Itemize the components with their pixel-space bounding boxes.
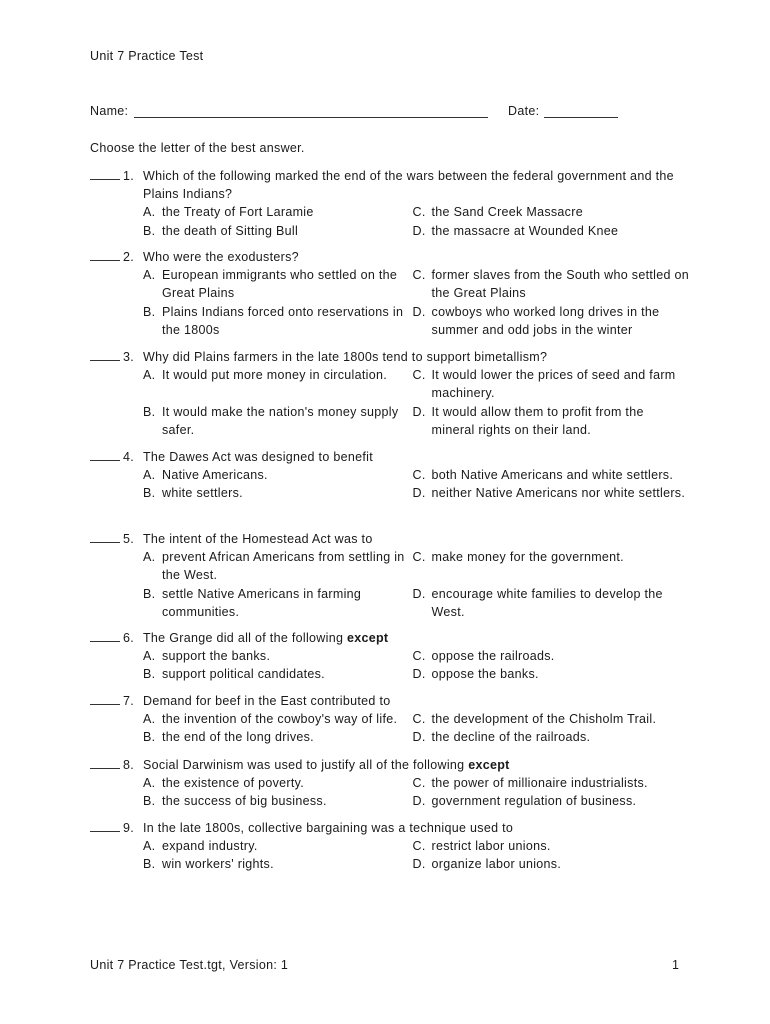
question-stem-text: In the late 1800s, collective bargaining was a technique used to — [143, 821, 514, 835]
option-row — [143, 792, 690, 810]
question-stem-text: Social Darwinism was used to justify all of the following — [143, 758, 465, 772]
answer-option — [143, 266, 413, 302]
option-row — [143, 585, 690, 621]
option-row — [143, 665, 690, 683]
answer-option — [143, 403, 413, 439]
option-letter: C. — [412, 649, 426, 664]
answer-option — [413, 203, 690, 221]
date-label: Date: — [508, 104, 540, 118]
option-text: settle Native Americans in farming communities. — [162, 586, 362, 619]
option-text: support the banks. — [162, 649, 271, 664]
option-letter: B. — [143, 794, 156, 809]
answer-blank[interactable] — [90, 167, 120, 180]
question-item — [90, 167, 690, 240]
option-letter: D. — [412, 223, 426, 238]
option-text: oppose the railroads. — [431, 649, 555, 664]
question-number: 2. — [123, 250, 135, 264]
answer-option — [413, 585, 690, 621]
question-stem-text: The Grange did all of the following — [143, 631, 344, 645]
option-text: win workers' rights. — [162, 857, 274, 872]
option-letter: B. — [143, 730, 156, 745]
option-row — [143, 366, 690, 402]
option-letter: B. — [143, 304, 156, 319]
option-letter: A. — [143, 368, 156, 383]
option-row — [143, 728, 690, 746]
option-letter: C. — [412, 205, 426, 220]
answer-option — [413, 647, 690, 665]
option-text: the Treaty of Fort Laramie — [162, 205, 314, 220]
answer-option — [413, 728, 690, 746]
question-item — [90, 448, 690, 503]
option-text: support political candidates. — [162, 667, 325, 682]
answer-blank[interactable] — [90, 819, 120, 832]
answer-option — [143, 665, 413, 683]
option-letter: B. — [143, 667, 156, 682]
option-letter: C. — [412, 368, 426, 383]
question-stem — [143, 248, 683, 266]
answer-option — [143, 728, 413, 746]
question-emphasis: except — [468, 758, 510, 772]
question-stem-text: The Dawes Act was designed to benefit — [143, 450, 373, 464]
question-stem — [143, 756, 683, 774]
page-title: Unit 7 Practice Test — [90, 49, 204, 63]
answer-option — [143, 647, 413, 665]
answer-option — [413, 266, 690, 302]
option-text: Plains Indians forced onto reservations in the 1800s — [162, 304, 404, 337]
question-number: 6. — [123, 631, 135, 645]
option-text: expand industry. — [162, 839, 258, 854]
option-text: prevent African Americans from settling in the West. — [162, 550, 405, 583]
answer-option — [413, 774, 690, 792]
question-number: 1. — [123, 169, 135, 183]
option-letter: A. — [143, 649, 156, 664]
answer-option — [143, 548, 413, 584]
option-text: organize labor unions. — [431, 857, 562, 872]
answer-option — [413, 403, 690, 439]
answer-option — [143, 774, 413, 792]
question-number: 3. — [123, 350, 135, 364]
option-row — [143, 774, 690, 792]
option-row — [143, 647, 690, 665]
question-stem-text: Demand for beef in the East contributed to — [143, 694, 391, 708]
question-stem-text: Who were the exodusters? — [143, 250, 299, 264]
option-text: neither Native Americans nor white settlers. — [431, 486, 686, 501]
name-label: Name: — [90, 104, 129, 118]
option-letter: D. — [412, 304, 426, 319]
footer-page-number: 1 — [672, 958, 680, 972]
question-item — [90, 819, 690, 874]
option-text: It would make the nation's money supply safer. — [162, 404, 399, 437]
option-text: It would allow them to profit from the mineral rights on their land. — [431, 404, 644, 437]
option-letter: A. — [143, 839, 156, 854]
option-letter: C. — [412, 839, 426, 854]
option-letter: B. — [143, 857, 156, 872]
option-row — [143, 466, 690, 484]
option-row — [143, 403, 690, 439]
question-stem-text: Why did Plains farmers in the late 1800s tend to support bimetallism? — [143, 350, 548, 364]
question-stem-text: Which of the following marked the end of the wars between the federal government and the Plains Indians? — [143, 169, 674, 202]
question-item — [90, 248, 690, 339]
answer-option — [413, 484, 690, 502]
option-letter: D. — [412, 794, 426, 809]
question-stem — [143, 629, 683, 647]
option-letter: C. — [412, 468, 426, 483]
answer-blank[interactable] — [90, 692, 120, 705]
option-text: make money for the government. — [431, 550, 624, 565]
answer-blank[interactable] — [90, 448, 120, 461]
option-text: restrict labor unions. — [431, 839, 551, 854]
answer-option — [143, 466, 413, 484]
option-text: the development of the Chisholm Trail. — [431, 712, 657, 727]
option-letter: C. — [412, 776, 426, 791]
option-text: It would put more money in circulation. — [162, 368, 387, 383]
option-text: oppose the banks. — [431, 667, 539, 682]
option-letter: A. — [143, 776, 156, 791]
date-field[interactable] — [544, 104, 618, 118]
answer-option — [143, 484, 413, 502]
answer-option — [413, 303, 690, 339]
answer-option — [143, 366, 413, 402]
question-stem-text: The intent of the Homestead Act was to — [143, 532, 373, 546]
question-number: 9. — [123, 821, 135, 835]
option-letter: C. — [412, 550, 426, 565]
option-text: the death of Sitting Bull — [162, 223, 299, 238]
option-letter: D. — [412, 404, 426, 419]
option-text: Native Americans. — [162, 468, 268, 483]
option-letter: B. — [143, 486, 156, 501]
option-row — [143, 222, 690, 240]
option-letter: A. — [143, 205, 156, 220]
question-item — [90, 348, 690, 439]
answer-option — [413, 710, 690, 728]
question-stem — [143, 530, 683, 548]
question-stem — [143, 348, 683, 366]
question-number: 5. — [123, 532, 135, 546]
question-emphasis: except — [346, 631, 389, 645]
option-row — [143, 710, 690, 728]
option-text: the end of the long drives. — [162, 730, 314, 745]
option-letter: A. — [143, 550, 156, 565]
answer-option — [413, 466, 690, 484]
question-number: 4. — [123, 450, 135, 464]
option-text: cowboys who worked long drives in the summer and odd jobs in the winter — [431, 304, 660, 337]
answer-option — [143, 222, 413, 240]
question-item — [90, 629, 690, 684]
option-text: the success of big business. — [162, 794, 327, 809]
option-text: both Native Americans and white settlers. — [431, 468, 674, 483]
answer-blank[interactable] — [90, 629, 120, 642]
option-letter: C. — [412, 268, 426, 283]
option-text: the invention of the cowboy's way of life. — [162, 712, 398, 727]
question-stem — [143, 448, 683, 466]
question-stem — [143, 692, 683, 710]
answer-option — [143, 792, 413, 810]
option-letter: A. — [143, 468, 156, 483]
option-letter: B. — [143, 586, 156, 601]
answer-option — [413, 222, 690, 240]
answer-option — [413, 837, 690, 855]
option-letter: B. — [143, 223, 156, 238]
option-letter: C. — [412, 712, 426, 727]
answer-blank[interactable] — [90, 530, 120, 543]
answer-blank[interactable] — [90, 348, 120, 361]
option-text: the decline of the railroads. — [431, 730, 591, 745]
answer-option — [413, 792, 690, 810]
question-stem — [143, 819, 683, 837]
option-row — [143, 548, 690, 584]
question-item — [90, 692, 690, 747]
answer-option — [413, 548, 690, 584]
option-text: former slaves from the South who settled on the Great Plains — [431, 268, 689, 301]
option-row — [143, 837, 690, 855]
option-letter: B. — [143, 404, 156, 419]
question-item — [90, 756, 690, 811]
footer-filename: Unit 7 Practice Test.tgt, Version: 1 — [90, 958, 289, 972]
option-letter: D. — [412, 486, 426, 501]
option-text: European immigrants who settled on the Great Plains — [162, 268, 398, 301]
answer-blank[interactable] — [90, 756, 120, 769]
answer-option — [143, 710, 413, 728]
answer-option — [413, 855, 690, 873]
option-row — [143, 855, 690, 873]
option-row — [143, 303, 690, 339]
answer-option — [143, 837, 413, 855]
name-field[interactable] — [134, 104, 488, 118]
question-stem — [143, 167, 683, 203]
option-letter: D. — [412, 667, 426, 682]
answer-option — [143, 855, 413, 873]
option-text: the existence of poverty. — [162, 776, 305, 791]
answer-option — [143, 303, 413, 339]
question-item — [90, 530, 690, 621]
option-row — [143, 266, 690, 302]
answer-option — [413, 366, 690, 402]
option-text: It would lower the prices of seed and farm machinery. — [431, 368, 676, 401]
question-number: 8. — [123, 758, 135, 772]
option-letter: D. — [412, 586, 426, 601]
question-number: 7. — [123, 694, 135, 708]
option-text: encourage white families to develop the West. — [431, 586, 663, 619]
option-text: the Sand Creek Massacre — [431, 205, 583, 220]
option-letter: A. — [143, 712, 156, 727]
option-row — [143, 484, 690, 502]
answer-option — [143, 203, 413, 221]
option-text: the massacre at Wounded Knee — [431, 223, 619, 238]
option-row — [143, 203, 690, 221]
answer-blank[interactable] — [90, 248, 120, 261]
option-letter: D. — [412, 730, 426, 745]
option-text: white settlers. — [162, 486, 243, 501]
option-text: government regulation of business. — [431, 794, 637, 809]
answer-option — [413, 665, 690, 683]
option-letter: A. — [143, 268, 156, 283]
option-text: the power of millionaire industrialists. — [431, 776, 648, 791]
instructions: Choose the letter of the best answer. — [90, 141, 305, 155]
option-letter: D. — [412, 857, 426, 872]
answer-option — [143, 585, 413, 621]
